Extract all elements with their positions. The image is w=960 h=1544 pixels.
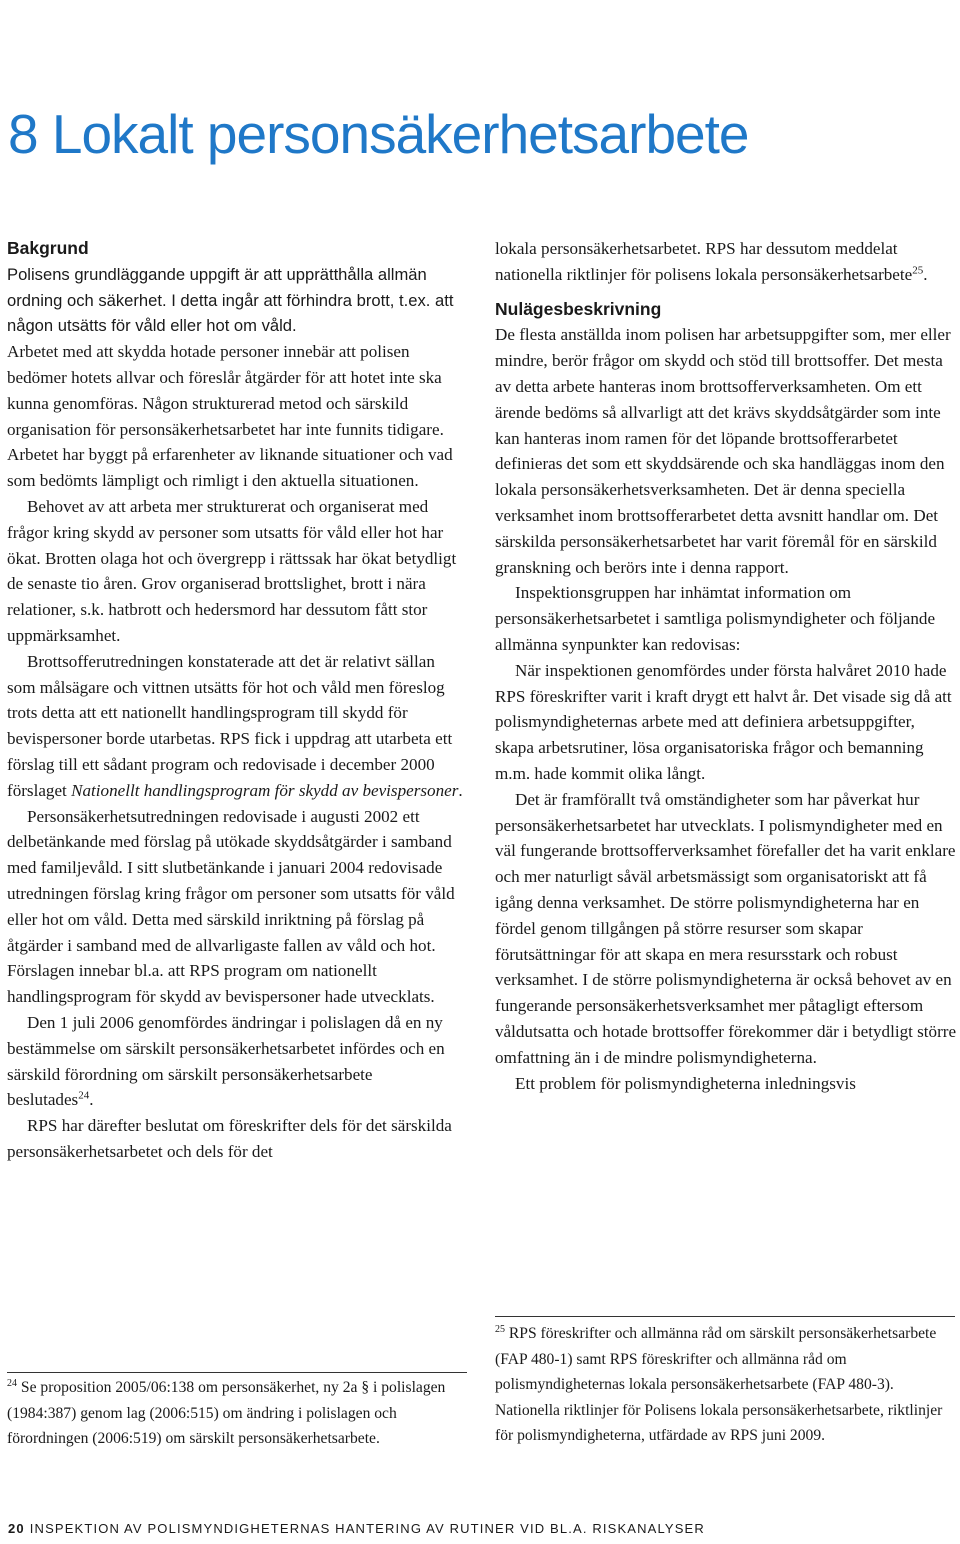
- paragraph: Arbetet med att skydda hotade personer innebär att polisen bedömer hotets allvar och föreslår åtgärder för att hotet inte ska kunna genomföras. Någon strukturerad metod och särskild organisation för personsäkerhetsarbetet har inte funnits tidigare. Arbetet har byggt på erfarenheter av liknande situationer och vad som bedömts lämpligt och rimligt i den aktuella situationen.: [7, 342, 453, 491]
- paragraph-text: .: [923, 264, 928, 284]
- running-footer-title: INSPEKTION AV POLISMYNDIGHETERNAS HANTERING AV RUTINER VID BL.A. RISKANALYSER: [29, 1521, 705, 1536]
- paragraph: Inspektionsgruppen har inhämtat information om personsäkerhetsarbetet i samtliga polismyndigheter och följande allmänna synpunkter kan redovisas:: [495, 583, 936, 654]
- footnote-24: [7, 1375, 463, 1452]
- paragraph-text: .: [89, 1090, 94, 1110]
- footnote-number: 25: [495, 1323, 505, 1335]
- footnote-text: Se proposition 2005/06:138 om personsäkerhet, ny 2a § i polislagen (1984:387) genom lag (2006:515) om ändring i polislagen och förordningen (2006:519) om särskilt personsäkerhetsarbete.: [7, 1379, 446, 1448]
- paragraph: RPS har därefter beslutat om föreskrifter dels för det särskilda personsäkerhetsarbetet och dels för det: [7, 1116, 452, 1161]
- paragraph: Personsäkerhetsutredningen redovisade i augusti 2002 ett delbetänkande med förslag på utökade skyddsåtgärder i samband med familjevåld. I sitt slutbetänkande i januari 2004 redovisade utredningen förslag kring frågor om personer som utsatts för våld eller hot om våld. Detta med särskild inriktning på förslag på åtgärder i samband med de allvarligaste fallen av våld och hot. Förslagen innebar bl.a. att RPS program om nationellt handlingsprogram för skydd av bevispersoner hade utvecklats.: [7, 806, 455, 1007]
- page-number: 20: [8, 1521, 25, 1536]
- paragraph: De flesta anställda inom polisen har arbetsuppgifter som, mer eller mindre, berör frågor om skydd och stöd till brottsoffer. Det mesta av detta arbete hanteras inom brottsofferverksamheten. Om ett ärende bedöms så allvarligt att det krävs skyddsåtgärder som inte kan hanteras inom ramen för det löpande brottsofferarbetet definieras det som ett skyddsärende och ska handläggas inom den lokala personsäkerhetsverksamheten. Det är denna speciella verksamhet inom brottsofferarbetet detta avsnitt handlar om. Det särskilda personsäkerhetsarbetet har varit föremål för en särskild granskning och berörs inte i denna rapport.: [495, 325, 951, 577]
- page-footer: [8, 1521, 705, 1536]
- paragraph-text: lokala personsäkerhetsarbetet. RPS har dessutom meddelat nationella riktlinjer för polisens lokala personsäkerhetsarbete: [495, 239, 913, 284]
- paragraph: Polisens grundläggande uppgift är att upprätthålla allmän ordning och säkerhet. I detta ingår att förhindra brott, t.ex. att någon utsätts för våld eller hot om våld.: [7, 264, 454, 336]
- paragraph: [7, 1010, 463, 1113]
- paragraph: [7, 649, 463, 804]
- page-title: 8 Lokalt personsäkerhetsarbete: [8, 103, 749, 165]
- right-column: [495, 236, 957, 1096]
- footnote-divider: [7, 1372, 467, 1373]
- left-column: [7, 236, 463, 1165]
- paragraph-text: Brottsofferutredningen konstaterade att det är relativt sällan som målsägare och vittnen utsätts för hot och våld men föreslog trots detta att ett nationellt handlingsprogram till skydd för bevispersoner borde utarbetas. RPS fick i uppdrag att utarbeta ett förslag till ett sådant program och redovisade i december 2000 förslaget: [7, 651, 453, 800]
- footnote-number: 24: [7, 1377, 17, 1389]
- section-heading-bakgrund: Bakgrund: [7, 238, 89, 258]
- paragraph: Det är framförallt två omständigheter som har påverkat hur personsäkerhetsarbetet har utvecklats. I polismyndigheter med en väl fungerande brottsofferverksamhet förefaller det ha varit enklare och mer naturligt såväl arbetsmässigt som organisatoriskt att få igång denna verksamhet. De större polismyndigheterna har en fördel genom tillgången på större resurser som skapar förutsättningar för att skapa en mera resursstark och robust verksamhet. I de större polismyndigheterna är också behovet av en fungerande personsäkerhetsverksamhet mer påtagligt eftersom våldutsatta och hotade brottsoffer förekommer där i betydligt större omfattning än i de mindre polismyndigheterna.: [495, 789, 957, 1067]
- footnote-25: [495, 1321, 957, 1449]
- footnote-text: RPS föreskrifter och allmänna råd om särskilt personsäkerhetsarbete (FAP 480-1) samt RPS föreskrifter och allmänna råd om polismyndigheternas lokala personsäkerhetsarbete (FAP 480-3). Nationella riktlinjer för Polisens lokala personsäkerhetsarbete, riktlinjer för polismyndigheterna, utfärdade av RPS juni 2009.: [495, 1325, 943, 1445]
- paragraph: När inspektionen genomfördes under första halvåret 2010 hade RPS föreskrifter varit i kraft drygt ett halvt år. Det visade sig då att polismyndigheternas arbete med att definiera arbetsuppgifter, skapa arbetsrutiner, lösa organisatoriska frågor och bemanning m.m. hade kommit olika långt.: [495, 660, 952, 783]
- footnote-ref[interactable]: 24: [78, 1089, 90, 1102]
- paragraph: Ett problem för polismyndigheterna inledningsvis: [515, 1073, 856, 1093]
- paragraph: Behovet av att arbeta mer strukturerat och organiserat med frågor kring skydd av personer som utsatts för våld eller hot har ökat. Brotten olaga hot och övergrepp i rättssak har ökat betydligt de senaste tio åren. Grov organiserad brottslighet, brott i nära relationer, s.k. hatbrott och hedersmord har dessutom fått stor uppmärksamhet.: [7, 496, 457, 645]
- paragraph: [495, 236, 957, 288]
- footnote-ref[interactable]: 25: [912, 264, 924, 277]
- paragraph-text: Den 1 juli 2006 genomfördes ändringar i polislagen då en ny bestämmelse om särskilt personsäkerhetsarbetet infördes och en särskild förordning om särskilt personsäkerhetsarbete beslutades: [7, 1012, 445, 1110]
- document-title: Nationellt handlingsprogram för skydd av bevispersoner: [71, 780, 459, 800]
- section-heading-nulagesbeskrivning: Nulägesbeskrivning: [495, 298, 662, 319]
- paragraph-text: .: [458, 780, 463, 800]
- footnote-divider: [495, 1316, 955, 1317]
